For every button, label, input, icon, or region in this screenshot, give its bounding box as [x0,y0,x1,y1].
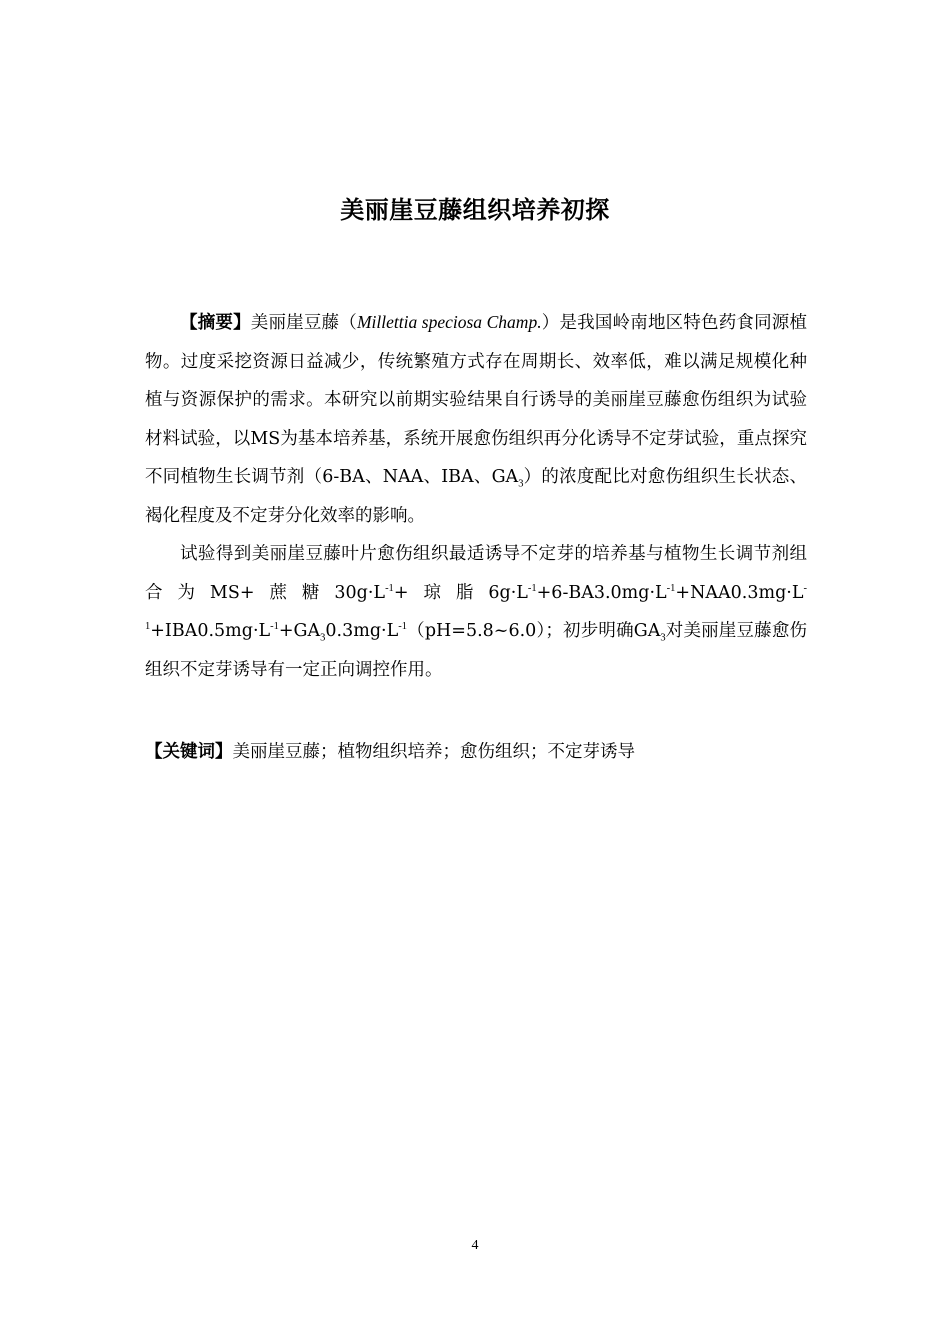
species-name: Millettia speciosa Champ. [356,312,542,332]
superscript: -1 [527,582,537,594]
abstract-label: 【摘要】 [180,313,251,333]
abstract-text: ）的浓度配比对愈伤组织生长状态、褐化程度及不定芽分化效率的影响。 [145,467,807,526]
subscript: 3 [660,632,666,644]
subscript: 3 [518,478,524,490]
document-title: 美丽崖豆藤组织培养初探 [340,196,610,224]
superscript: -1 [270,621,279,633]
abstract-section [145,303,807,689]
superscript: -1 [398,621,407,633]
abstract-text: ）是我国岭南地区特色药食同源植物。过度采挖资源日益减少，传统繁殖方式存在周期长、效率低，难以满足规模化种植与资源保护的需求。本研究以前期实验结果自行诱导的美丽崖豆藤愈伤组织为试验材料试验，以MS为基本培养基，系统开展愈伤组织再分化诱导不定芽试验，重点探究不同植物生长调节剂（6-BA、NAA、IBA、GA [145,313,808,487]
abstract-text: 0.3mg·L [325,621,399,641]
keywords-label: 【关键词】 [145,742,233,762]
superscript: -1 [385,582,394,594]
abstract-paragraph-2 [145,535,807,689]
abstract-text: +NAA0.3mg·L [675,582,804,603]
abstract-paragraph-1 [145,303,807,535]
abstract-text: 对美丽崖豆藤愈伤组织不定芽诱导有一定正向调控作用。 [145,621,807,680]
abstract-text: +琼脂6g·L [393,582,528,603]
page-number: 4 [471,1238,479,1253]
abstract-text: （pH=5.8~6.0）；初步明确GA [406,621,661,641]
keywords-text: 美丽崖豆藤；植物组织培养；愈伤组织；不定芽诱导 [232,742,635,762]
abstract-text: +IBA0.5mg·L [150,621,271,641]
abstract-text: +GA [278,621,321,641]
abstract-text: 试验得到美丽崖豆藤叶片愈伤组织最适诱导不定芽的培养基与植物生长调节剂组合为MS+蔗糖30g·L [145,544,807,603]
subscript: 3 [320,632,326,644]
keywords-section [145,733,807,772]
superscript: -1 [145,582,807,633]
superscript: -1 [666,582,676,594]
abstract-text: +6-BA3.0mg·L [536,582,667,603]
abstract-text: 美丽崖豆藤（ [250,313,357,333]
